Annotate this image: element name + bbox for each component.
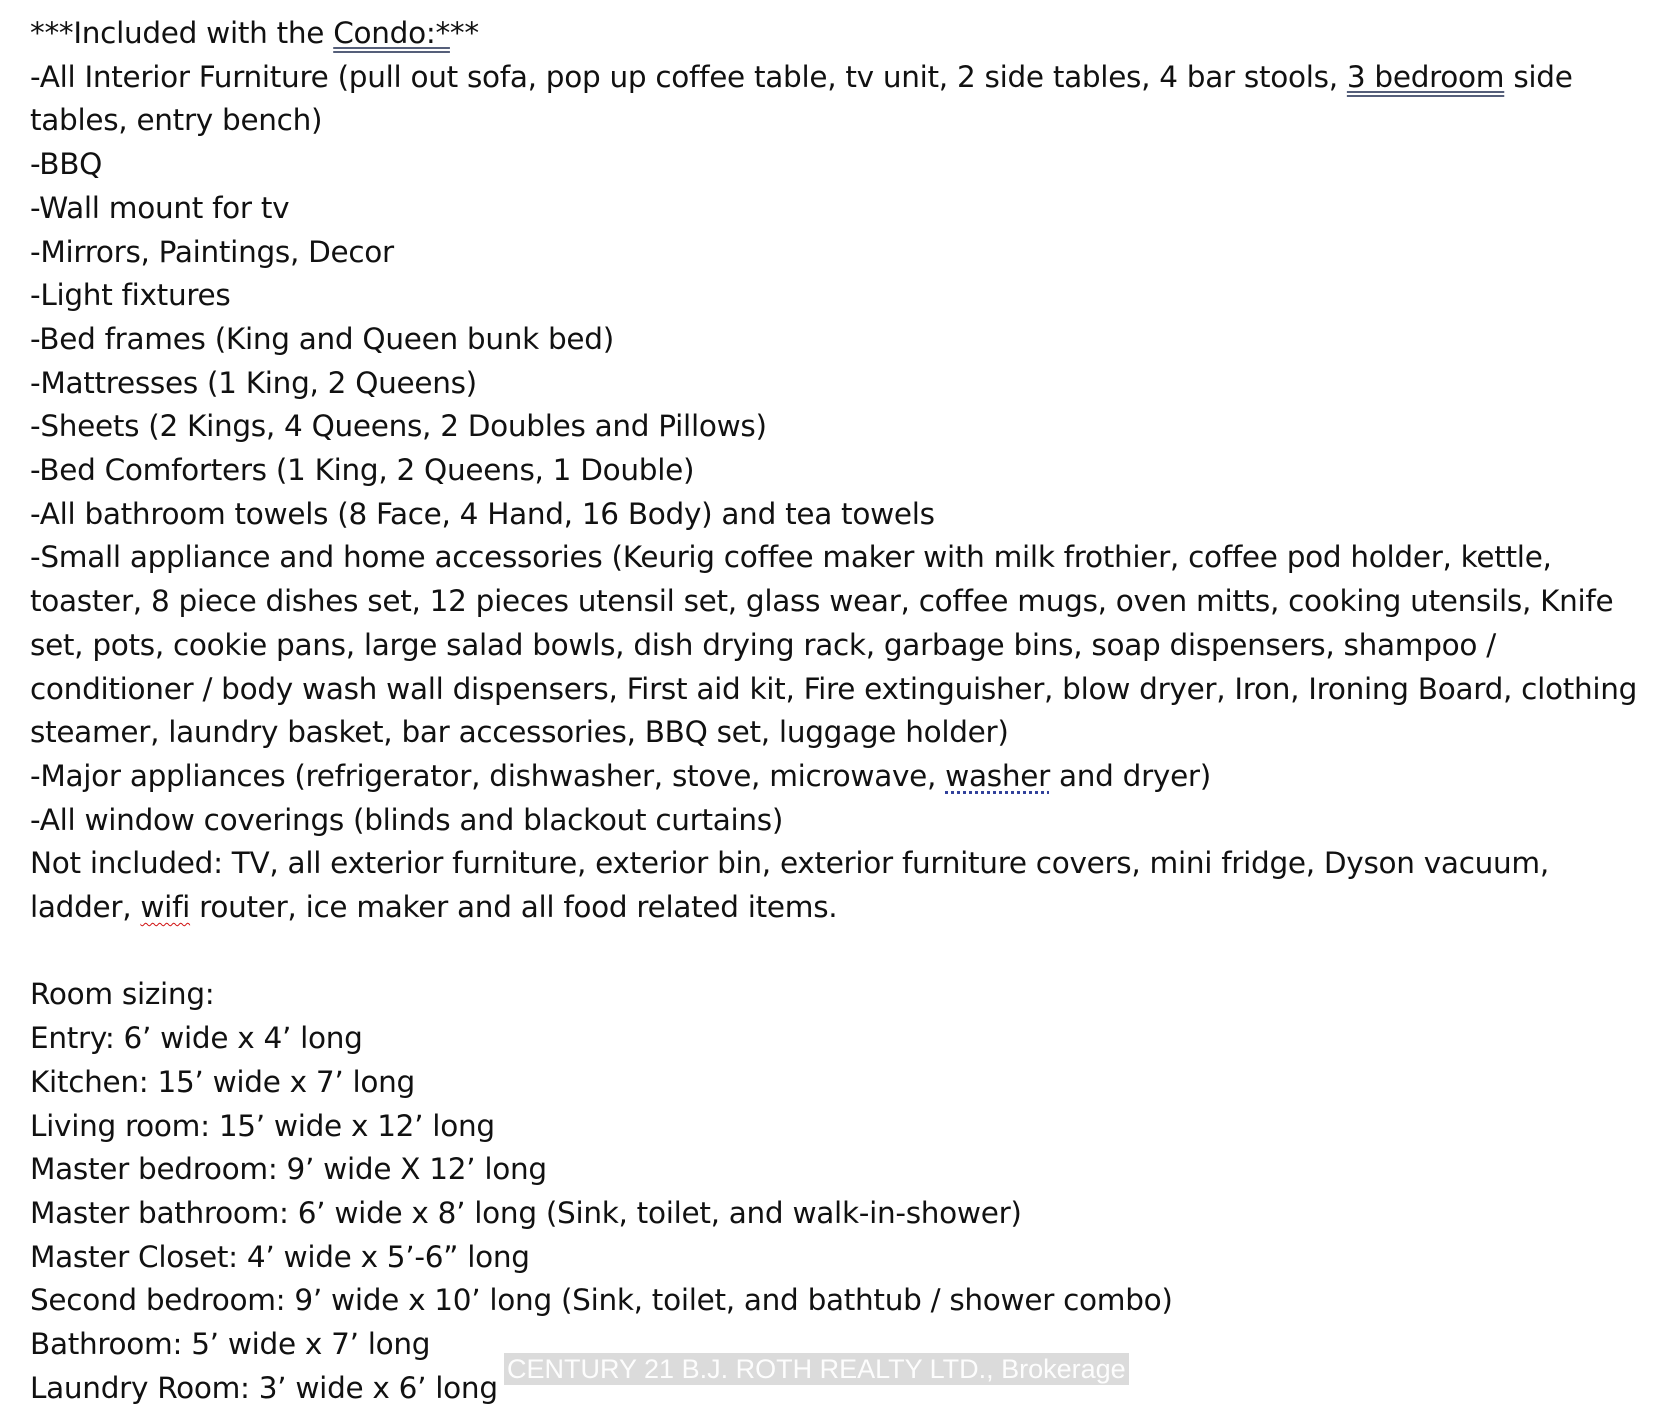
item-furniture-underlined: 3 bedroom xyxy=(1346,59,1505,94)
blank-line xyxy=(30,930,1650,974)
not-included-text-end: router, ice maker and all food related items. xyxy=(190,890,838,925)
room-size-line: Living room: 15’ wide x 12’ long xyxy=(30,1108,495,1143)
item-comforters: -Bed Comforters (1 King, 2 Queens, 1 Double) xyxy=(30,453,695,488)
item-furniture-text: -All Interior Furniture (pull out sofa, pop up coffee table, tv unit, 2 side tables, 4 bar stools, xyxy=(30,59,1347,94)
room-size-line: Master bedroom: 9’ wide X 12’ long xyxy=(30,1152,547,1187)
item-sheets: -Sheets (2 Kings, 4 Queens, 2 Doubles and Pillows) xyxy=(30,409,767,444)
item-mirrors: -Mirrors, Paintings, Decor xyxy=(30,234,394,269)
document-body xyxy=(30,12,1650,1410)
item-major-appliances xyxy=(30,755,1650,799)
room-size-line: Second bedroom: 9’ wide x 10’ long (Sink, toilet, and bathtub / shower combo) xyxy=(30,1283,1173,1318)
heading-text-end: ** xyxy=(449,16,479,50)
not-included-text-start: Not included: TV, all exterior furniture, exterior bin, exterior furniture covers, mini fridge, Dyson vacuum, ladder, xyxy=(30,846,1549,925)
room-size-line: Bathroom: 5’ wide x 7’ long xyxy=(30,1327,431,1362)
item-bed-frames: -Bed frames (King and Queen bunk bed) xyxy=(30,321,614,356)
not-included-text xyxy=(30,842,1650,929)
item-mattresses: -Mattresses (1 King, 2 Queens) xyxy=(30,365,477,400)
item-major-underlined: washer xyxy=(945,758,1050,793)
item-furniture-text-end: side tables, entry bench) xyxy=(30,59,1573,138)
heading-text: ***Included with the xyxy=(30,16,334,50)
item-major-text: -Major appliances (refrigerator, dishwasher, stove, microwave, xyxy=(30,758,946,793)
item-towels: -All bathroom towels (8 Face, 4 Hand, 16 Body) and tea towels xyxy=(30,496,935,531)
included-heading xyxy=(30,12,1650,56)
brokerage-watermark: CENTURY 21 B.J. ROTH REALTY LTD., Brokerage xyxy=(504,1353,1129,1385)
room-size-line: Entry: 6’ wide x 4’ long xyxy=(30,1021,363,1056)
item-light-fixtures: -Light fixtures xyxy=(30,278,231,313)
item-major-text-end: and dryer) xyxy=(1049,758,1211,793)
room-size-line: Master bathroom: 6’ wide x 8’ long (Sink, toilet, and walk-in-shower) xyxy=(30,1195,1022,1230)
item-wall-mount: -Wall mount for tv xyxy=(30,190,290,225)
item-small-appliances: -Small appliance and home accessories (Keurig coffee maker with milk frothier, coffee pod holder, kettle, toaster, 8 piece dishes set, 12 pieces utensil set, glass wear, coffee mugs, oven mitts, cooking utensils, Knife set, pots, cookie pans, large salad bowls, dish drying rack, garbage bins, soap dispensers, shampoo / conditioner / body wash wall dispensers, First aid kit, Fire extinguisher, blow dryer, Iron, Ironing Board, clothing steamer, laundry basket, bar accessories, BBQ set, luggage holder) xyxy=(30,540,1638,750)
room-size-line: Laundry Room: 3’ wide x 6’ long xyxy=(30,1370,498,1405)
room-size-line: Kitchen: 15’ wide x 7’ long xyxy=(30,1064,415,1099)
item-furniture xyxy=(30,56,1650,143)
item-window-coverings: -All window coverings (blinds and blackout curtains) xyxy=(30,802,784,837)
room-sizing-title: Room sizing: xyxy=(30,977,215,1012)
heading-underlined-word: Condo:* xyxy=(333,16,450,50)
item-bbq: -BBQ xyxy=(30,147,103,182)
not-included-spellcheck-word: wifi xyxy=(140,890,191,925)
room-size-line: Master Closet: 4’ wide x 5’-6” long xyxy=(30,1239,530,1274)
